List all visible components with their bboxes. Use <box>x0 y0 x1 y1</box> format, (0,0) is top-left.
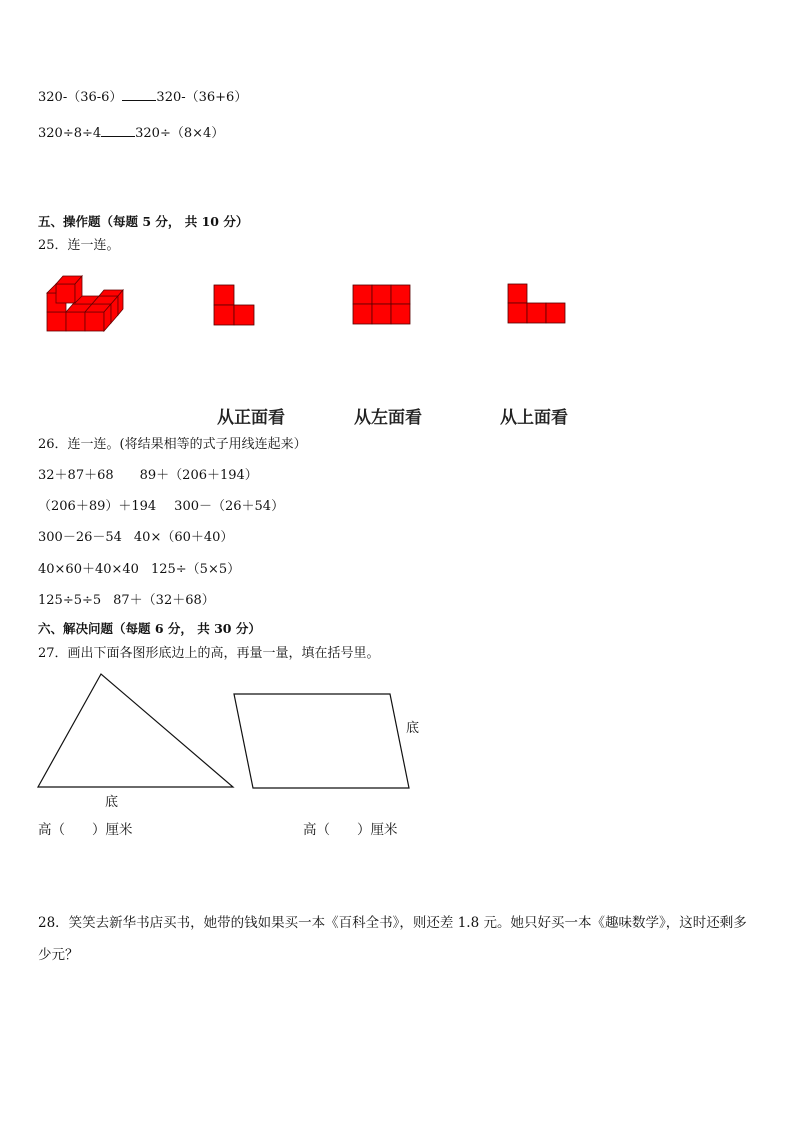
view-label-left: 从左面看 <box>354 408 422 428</box>
view-shape-grid <box>352 284 412 325</box>
q26-row <box>38 562 240 578</box>
q26-right-expr[interactable]: 300－（26＋54） <box>174 499 285 514</box>
q26-row <box>38 468 258 484</box>
q26-row <box>38 499 284 515</box>
compare-2-blank[interactable] <box>101 124 135 137</box>
triangle-figure <box>36 672 236 790</box>
q26-left-expr[interactable]: 300－26－54 <box>38 530 122 545</box>
compare-1-blank[interactable] <box>122 88 156 101</box>
q26-row <box>38 593 215 609</box>
compare-line-1 <box>38 88 247 106</box>
q26-right-expr[interactable]: 40×（60＋40） <box>133 530 234 545</box>
compare-line-2 <box>38 124 224 142</box>
q26-right-expr[interactable]: 87＋（32＋68） <box>113 593 215 608</box>
compare-1-left: 320-（36-6） <box>38 90 123 105</box>
view-shape-l <box>213 284 255 326</box>
compare-2-right: 320÷（8×4） <box>135 126 225 141</box>
parallelogram-base-label: 底 <box>406 721 420 736</box>
q26-left-expr[interactable]: （206＋89）＋194 <box>38 499 157 514</box>
section-5-title: 五、操作题（每题 5 分， 共 10 分） <box>38 214 249 229</box>
q26-right-expr[interactable]: 125÷（5×5） <box>150 562 241 577</box>
question-25: 25．连一连。 <box>38 238 120 253</box>
height-answer-1[interactable]: 高（ ）厘米 <box>38 822 133 838</box>
q26-row <box>38 530 233 546</box>
compare-2-left: 320÷8÷4 <box>38 126 102 141</box>
q26-left-expr[interactable]: 40×60＋40×40 <box>38 562 139 577</box>
question-27: 27．画出下面各图形底边上的高，再量一量，填在括号里。 <box>38 646 380 661</box>
view-label-top: 从上面看 <box>500 408 568 428</box>
view-label-front: 从正面看 <box>217 408 285 428</box>
section-6-title: 六、解决问题（每题 6 分， 共 30 分） <box>38 621 261 636</box>
height-answer-2[interactable]: 高（ ）厘米 <box>303 822 398 838</box>
view-shape-step <box>507 283 567 324</box>
cube-structure-3d <box>44 270 126 334</box>
q26-left-expr[interactable]: 32＋87＋68 <box>38 468 114 483</box>
parallelogram-figure <box>232 691 412 791</box>
q26-left-expr[interactable]: 125÷5÷5 <box>38 593 102 608</box>
triangle-base-label: 底 <box>105 795 119 810</box>
q26-right-expr[interactable]: 89＋（206＋194） <box>139 468 258 483</box>
question-28: 28．笑笑去新华书店买书，她带的钱如果买一本《百科全书》，则还差 1.8 元。她只好买一本《趣味数学》，这时还剩多少元？ <box>38 915 747 963</box>
question-26: 26．连一连。(将结果相等的式子用线连起来） <box>38 437 307 452</box>
compare-1-right: 320-（36+6） <box>156 90 248 105</box>
